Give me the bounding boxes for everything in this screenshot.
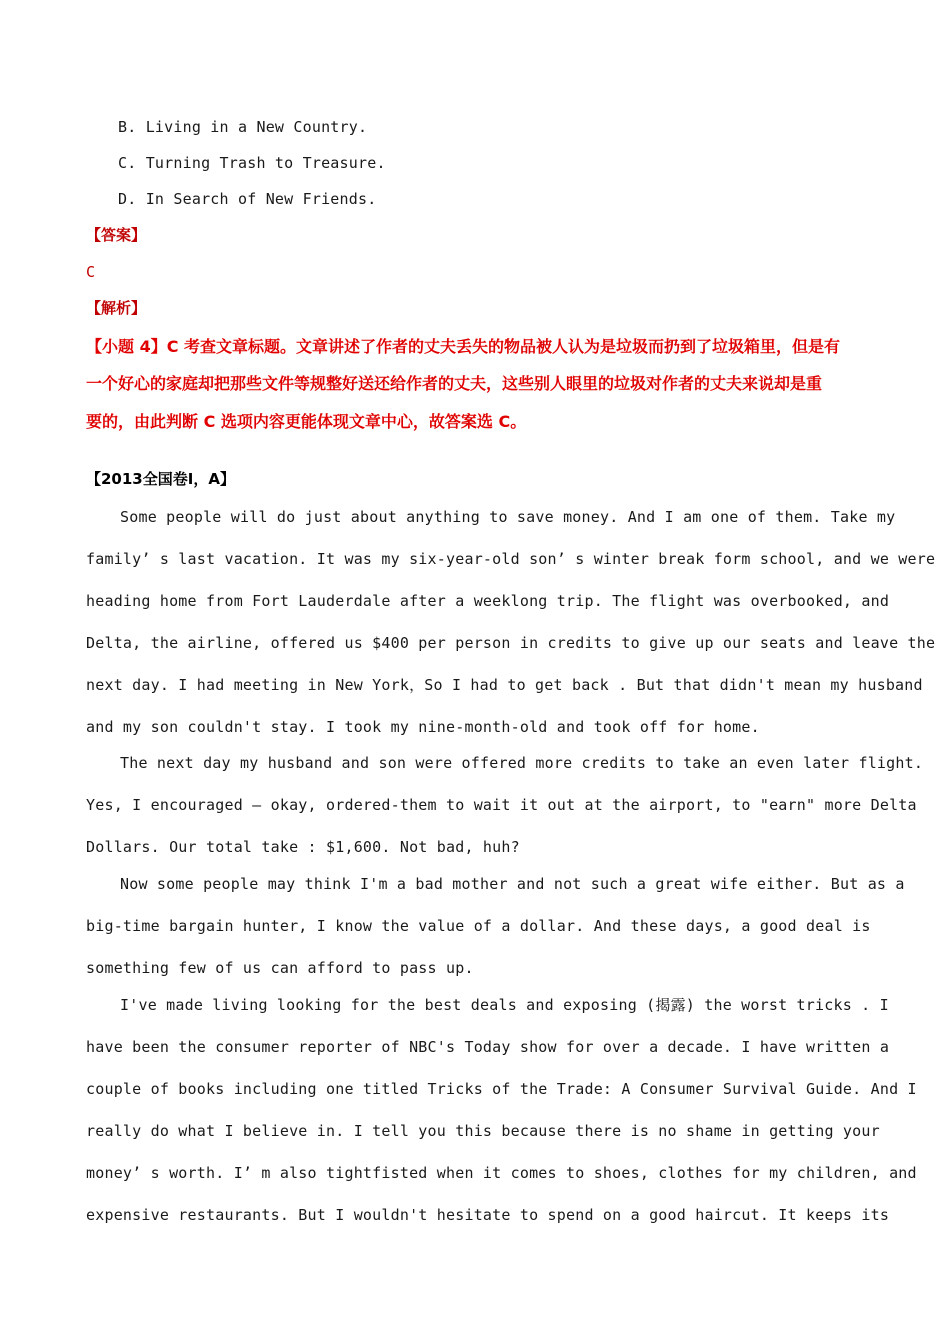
- paragraph-line: I've made living looking for the best deals and exposing (揭露) the worst tricks . I: [120, 996, 889, 1014]
- analysis-label: 【解析】: [86, 299, 147, 317]
- paragraph-line: The next day my husband and son were offered more credits to take an even later flight.: [120, 754, 924, 772]
- answer-value: C: [86, 263, 96, 281]
- option-d: D. In Search of New Friends.: [118, 190, 377, 208]
- paragraph-line: Some people will do just about anything to save money. And I am one of them. Take my: [120, 508, 896, 526]
- section-title: 【2013全国卷Ⅰ，A】: [86, 470, 235, 488]
- paragraph-line: and my son couldn't stay. I took my nine-month-old and took off for home.: [86, 718, 760, 736]
- option-b: B. Living in a New Country.: [118, 118, 368, 136]
- paragraph-line: couple of books including one titled Tricks of the Trade: A Consumer Survival Guide. And I: [86, 1080, 917, 1098]
- paragraph-line: heading home from Fort Lauderdale after a weeklong trip. The flight was overbooked, and: [86, 592, 890, 610]
- paragraph-line: money’ s worth. I’ m also tightfisted when it comes to shoes, clothes for my children, and: [86, 1164, 917, 1182]
- analysis-line: 【小题 4】C 考查文章标题。文章讲述了作者的丈夫丢失的物品被人认为是垃圾而扔到了垃圾箱里，但是有: [86, 337, 841, 356]
- paragraph-line: expensive restaurants. But I wouldn't hesitate to spend on a good haircut. It keeps its: [86, 1206, 890, 1224]
- paragraph-line: have been the consumer reporter of NBC's Today show for over a decade. I have written a: [86, 1038, 890, 1056]
- paragraph-line: Dollars. Our total take : $1,600. Not bad, huh?: [86, 838, 520, 856]
- analysis-line: 要的，由此判断 C 选项内容更能体现文章中心，故答案选 C。: [86, 412, 527, 431]
- paragraph-line: Now some people may think I'm a bad mother and not such a great wife either. But as a: [120, 875, 905, 893]
- answer-label: 【答案】: [86, 226, 147, 244]
- paragraph-line: something few of us can afford to pass up.: [86, 959, 474, 977]
- analysis-line: 一个好心的家庭却把那些文件等规整好送还给作者的丈夫，这些别人眼里的垃圾对作者的丈夫来说却是重: [86, 374, 823, 393]
- paragraph-line: Yes, I encouraged — okay, ordered-them to wait it out at the airport, to "earn" more Delta: [86, 796, 917, 814]
- paragraph-line: family’ s last vacation. It was my six-year-old son’ s winter break form school, and we were: [86, 550, 936, 568]
- paragraph-line: next day. I had meeting in New York，So I had to get back . But that didn't mean my husband: [86, 676, 923, 694]
- paragraph-line: Delta, the airline, offered us $400 per person in credits to give up our seats and leave the: [86, 634, 936, 652]
- paragraph-line: big-time bargain hunter, I know the value of a dollar. And these days, a good deal is: [86, 917, 871, 935]
- paragraph-line: really do what I believe in. I tell you this because there is no shame in getting your: [86, 1122, 880, 1140]
- option-c: C. Turning Trash to Treasure.: [118, 154, 386, 172]
